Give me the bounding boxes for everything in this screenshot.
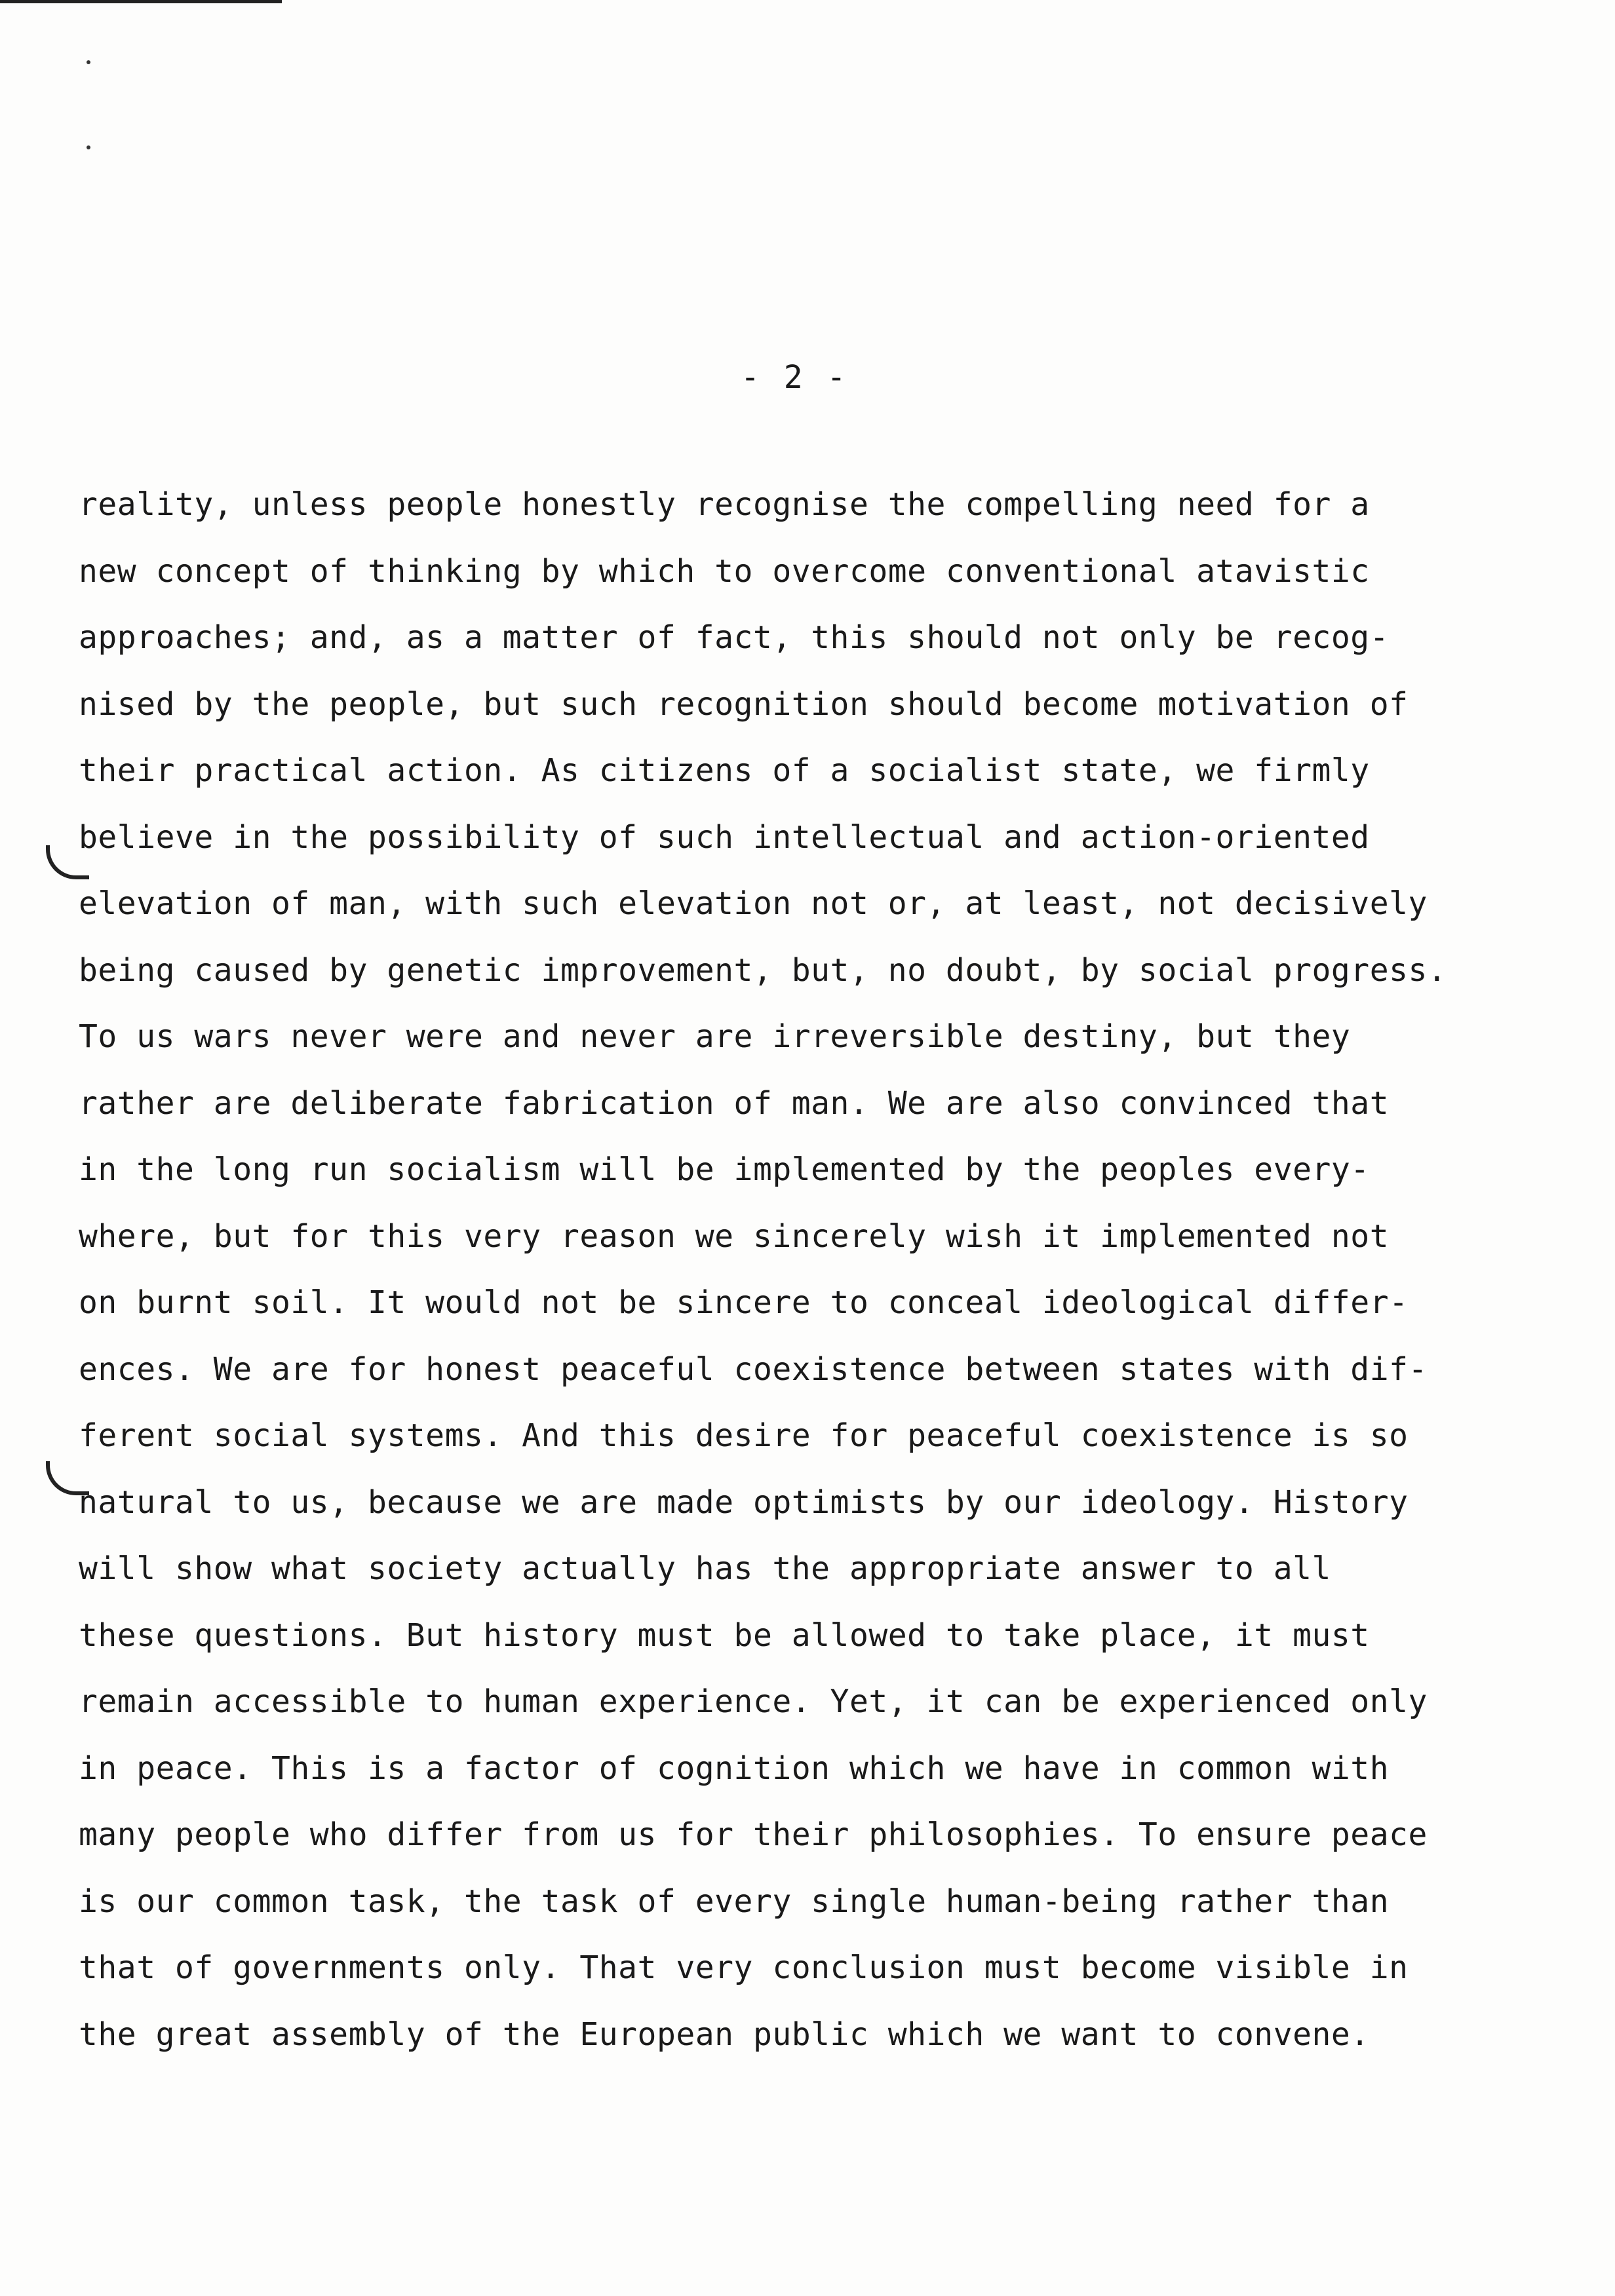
text-line: To us wars never were and never are irreversible destiny, but they [79, 1018, 1351, 1055]
text-line: on burnt soil. It would not be sincere to conceal ideological differ- [79, 1284, 1409, 1321]
text-line: will show what society actually has the appropriate answer to all [79, 1550, 1331, 1587]
text-line: many people who differ from us for their philosophies. To ensure peace [79, 1816, 1428, 1853]
text-line: remain accessible to human experience. Yet, it can be experienced only [79, 1683, 1428, 1720]
text-line: natural to us, because we are made optimists by our ideology. History [79, 1483, 1409, 1521]
speck-mark [87, 145, 90, 149]
text-line: believe in the possibility of such intellectual and action-oriented [79, 818, 1370, 856]
text-line: their practical action. As citizens of a socialist state, we firmly [79, 752, 1370, 789]
text-line: approaches; and, as a matter of fact, this should not only be recog- [79, 619, 1390, 656]
text-line: elevation of man, with such elevation not or, at least, not decisively [79, 885, 1428, 922]
text-line: these questions. But history must be allowed to take place, it must [79, 1617, 1370, 1654]
text-line: is our common task, the task of every single human-being rather than [79, 1883, 1390, 1920]
text-line: reality, unless people honestly recognise the compelling need for a [79, 486, 1370, 523]
text-line: the great assembly of the European public which we want to convene. [79, 2016, 1370, 2053]
text-line: that of governments only. That very conclusion must become visible in [79, 1949, 1409, 1986]
text-line: ferent social systems. And this desire for peaceful coexistence is so [79, 1417, 1409, 1454]
text-line: in the long run socialism will be implemented by the peoples every- [79, 1151, 1370, 1188]
text-line: ences. We are for honest peaceful coexistence between states with dif- [79, 1350, 1428, 1388]
text-line: where, but for this very reason we sincerely wish it implemented not [79, 1217, 1390, 1255]
page-number: - 2 - [741, 359, 849, 396]
text-line: nised by the people, but such recognition should become motivation of [79, 685, 1409, 723]
speck-mark [87, 60, 90, 64]
body-text [79, 472, 1540, 2068]
text-line: in peace. This is a factor of cognition which we have in common with [79, 1750, 1390, 1787]
top-rule [0, 0, 282, 3]
text-line: being caused by genetic improvement, but, no doubt, by social progress. [79, 951, 1447, 989]
text-line: new concept of thinking by which to overcome conventional atavistic [79, 552, 1370, 590]
text-line: rather are deliberate fabrication of man. We are also convinced that [79, 1084, 1390, 1122]
